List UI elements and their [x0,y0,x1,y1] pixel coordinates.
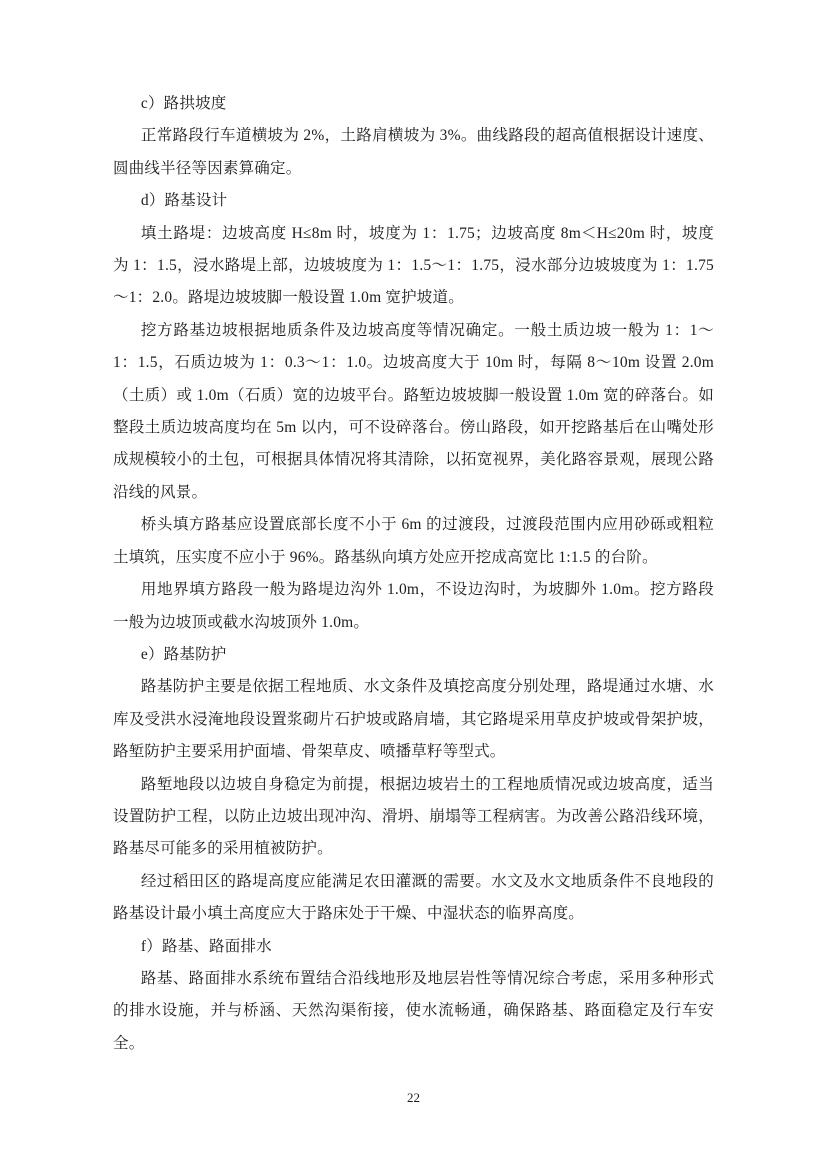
section-heading: f）路基、路面排水 [140,937,272,955]
section-heading: e）路基防护 [140,645,227,663]
paragraph: 正常路段行车道横坡为 2%，土路肩横坡为 3%。曲线路段的超高值根据设计速度、圆曲线半径等因素算确定。 [113,127,714,177]
paragraph: 路基防护主要是依据工程地质、水文条件及填挖高度分别处理，路堤通过水塘、水库及受洪水浸淹地段设置浆砌片石护坡或路肩墙，其它路堤采用草皮护坡或骨架护坡，路堑防护主要采用护面墙、骨架草皮、喷播草籽等型式。 [113,678,714,761]
page-number: 22 [407,1090,420,1105]
section-heading: d）路基设计 [140,192,228,210]
paragraph: 路基、路面排水系统布置结合沿线地形及地层岩性等情况综合考虑，采用多种形式的排水设施，并与桥涵、天然沟渠衔接，使水流畅通，确保路基、路面稳定及行车安全。 [113,969,714,1052]
paragraph: 经过稻田区的路堤高度应能满足农田灌溉的需要。水文及水文地质条件不良地段的路基设计最小填土高度应大于路床处于干燥、中湿状态的临界高度。 [113,872,714,923]
paragraph: 填土路堤：边坡高度 H≤8m 时，坡度为 1：1.75；边坡高度 8m＜H≤20m 时，坡度为 1：1.5，浸水路堤上部，边坡坡度为 1：1.5～1：1.75，浸水部分边坡坡度为 1：1.75～1：2.0。路堤边坡坡脚一般设置 1.0m 宽护坡道。 [113,224,714,307]
section-heading: c）路拱坡度 [140,95,227,112]
document-body [113,88,714,1060]
paragraph: 路堑地段以边坡自身稳定为前提，根据边坡岩土的工程地质情况或边坡高度，适当设置防护工程，以防止边坡出现冲沟、滑坍、崩塌等工程病害。为改善公路沿线环境，路基尽可能多的采用植被防护。 [113,775,714,858]
paragraph: 桥头填方路基应设置底部长度不小于 6m 的过渡段，过渡段范围内应用砂砾或粗粒土填筑，压实度不应小于 96%。路基纵向填方处应开挖成高宽比 1:1.5 的台阶。 [113,516,714,566]
paragraph: 用地界填方路段一般为路堤边沟外 1.0m，不设边沟时，为坡脚外 1.0m。挖方路段一般为边坡顶或截水沟坡顶外 1.0m。 [113,581,714,631]
paragraph: 挖方路基边坡根据地质条件及边坡高度等情况确定。一般土质边坡一般为 1：1～1：1.5，石质边坡为 1：0.3～1：1.0。边坡高度大于 10m 时，每隔 8～10m 设置 2.0m（土质）或 1.0m（石质）宽的边坡平台。路堑边坡坡脚一般设置 1.0m 宽的碎落台。如整段土质边坡高度均在 5m 以内，可不设碎落台。傍山路段，如开挖路基后在山嘴处形成规模较小的土包，可根据具体情况将其清除，以拓宽视界，美化路容景观，展现公路沿线的风景。 [113,321,714,501]
